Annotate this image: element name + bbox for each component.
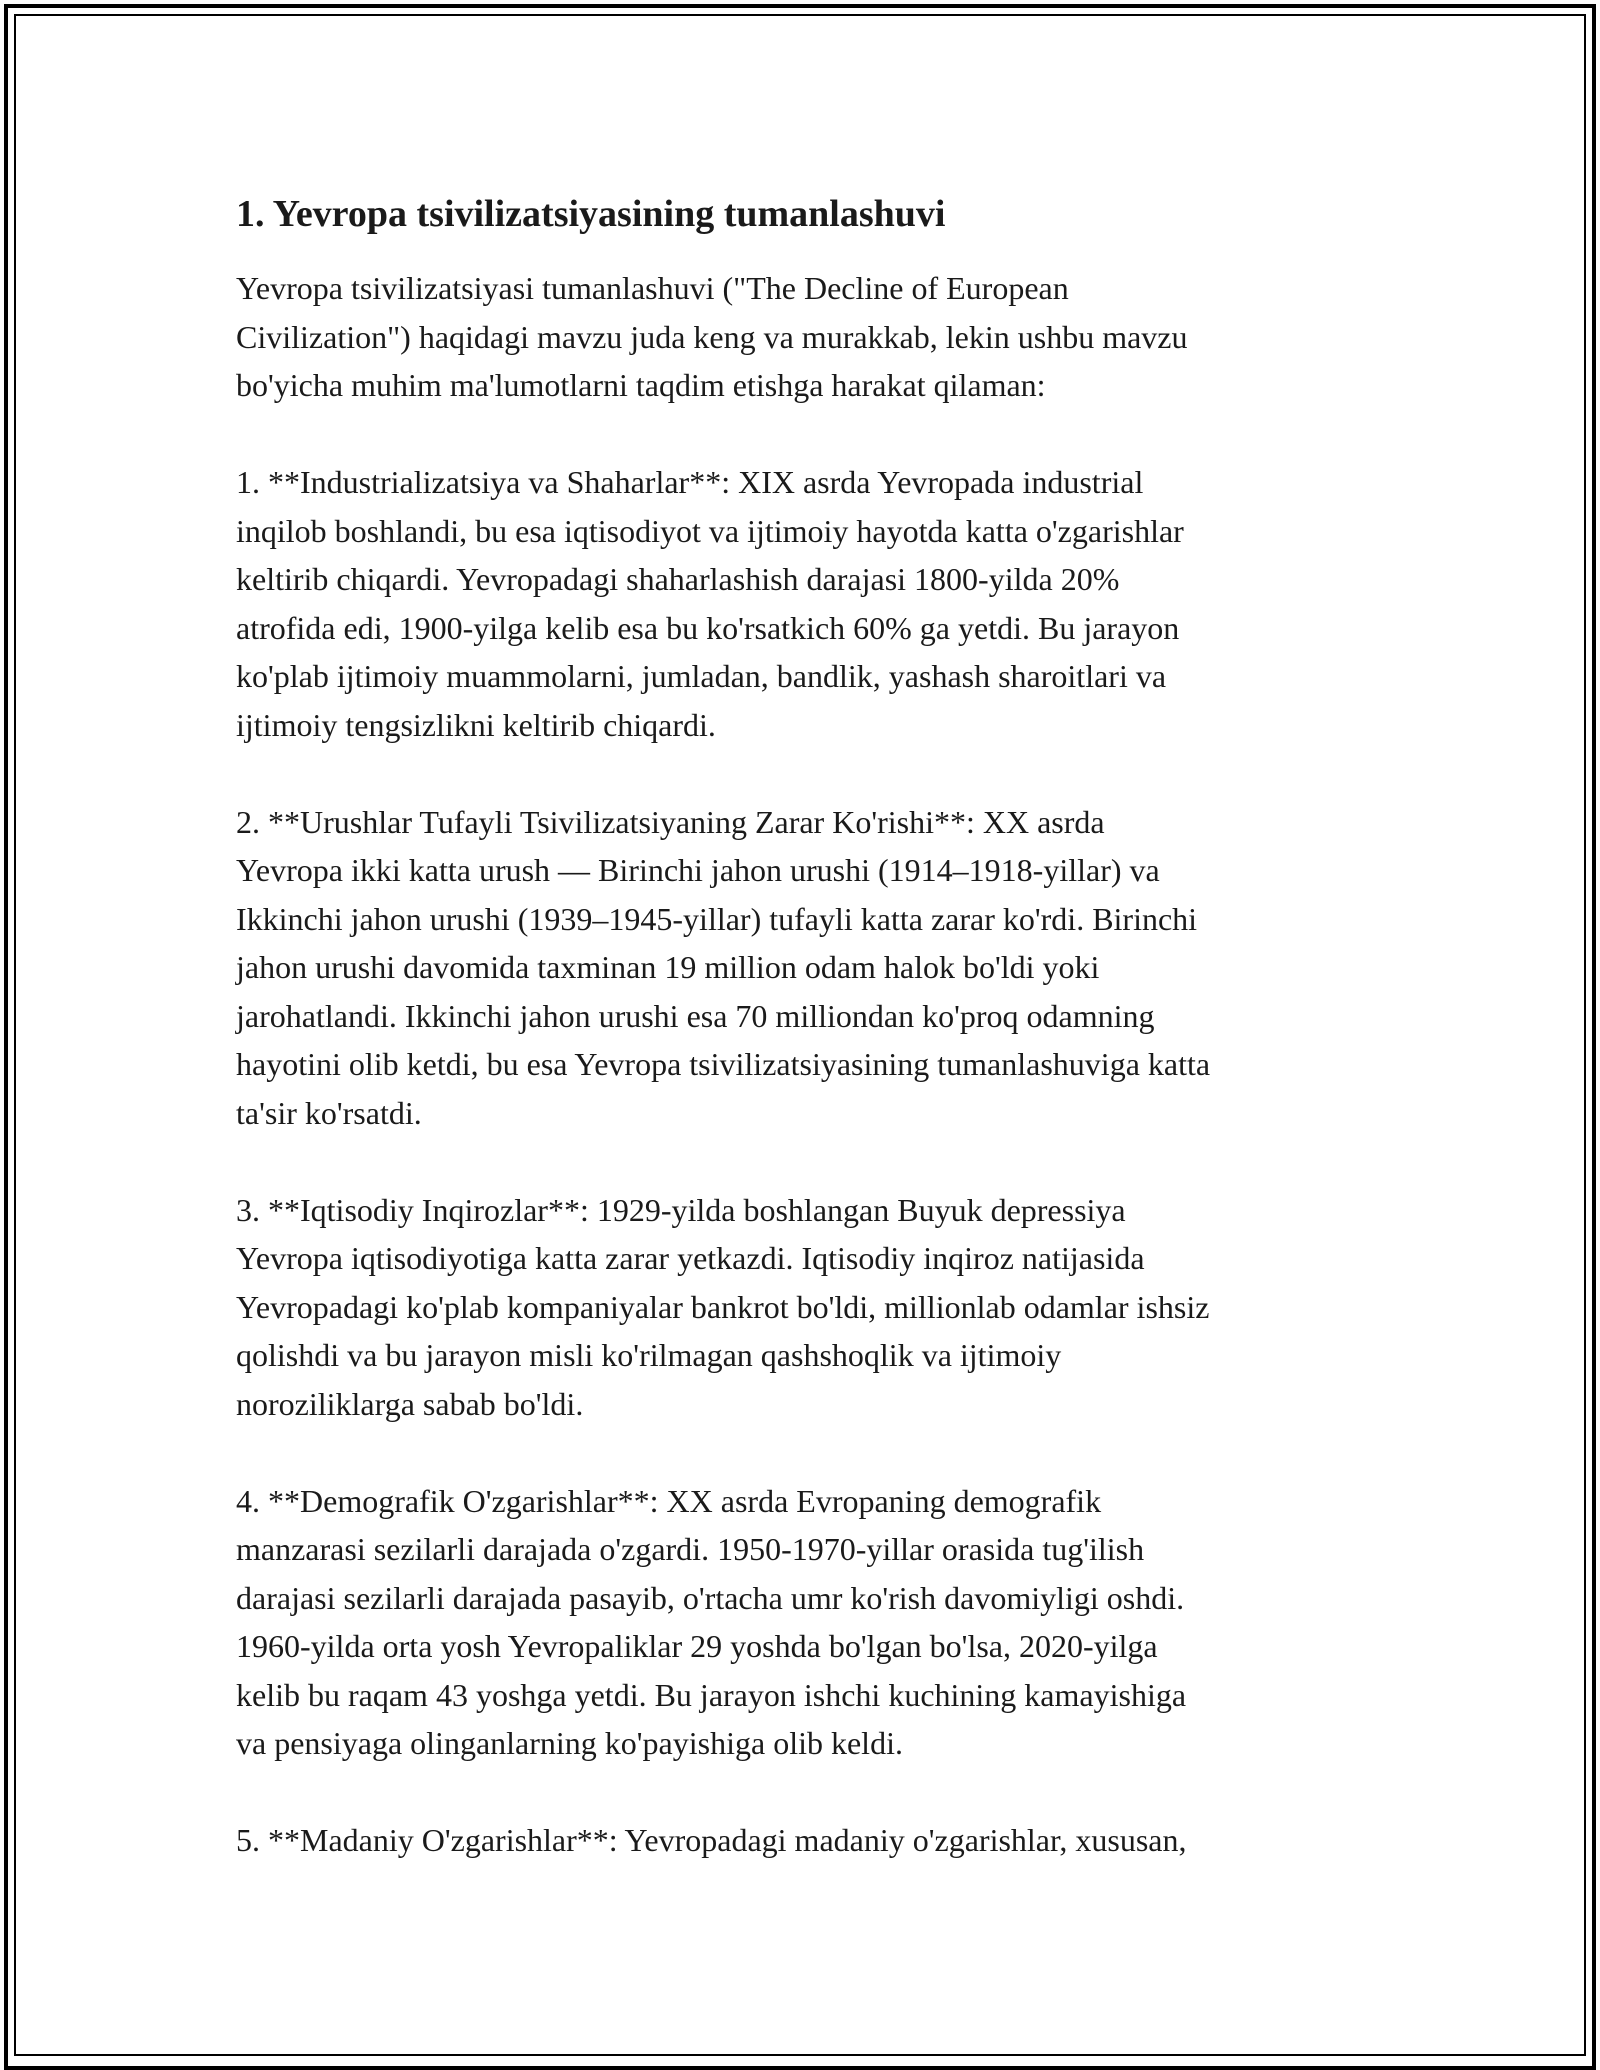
- section-demographic-changes: 4. **Demografik O'zgarishlar**: XX asrda Evropaning demografik manzarasi sezilarli darajada o'zgardi. 1950-1970-yillar orasida tug'ilish darajasi sezilarli darajada pasayib, o'rtacha umr ko'rish davomiyligi oshdi. 1960-yilda orta yosh Yevropaliklar 29 yoshda bo'lgan bo'lsa, 2020-yilga kelib bu raqam 43 yoshga yetdi. Bu jarayon ishchi kuchining kamayishiga va pensiyaga olinganlarning ko'payishiga olib keldi.: [236, 1482, 1187, 1761]
- section-economic-crises: 3. **Iqtisodiy Inqirozlar**: 1929-yilda boshlangan Buyuk depressiya Yevropa iqtisodiyotiga katta zarar yetkazdi. Iqtisodiy inqiroz natijasida Yevropadagi ko'plab kompaniyalar bankrot bo'ldi, millionlab odamlar ishsiz qolishdi va bu jarayon misli ko'rilmagan qashshoqlik va ijtimoiy noroziliklarga sabab bo'ldi.: [236, 1191, 1210, 1422]
- section-wars: 2. **Urushlar Tufayli Tsivilizatsiyaning Zarar Ko'rishi**: XX asrda Yevropa ikki katta urush — Birinchi jahon urushi (1914–1918-yillar) va Ikkinchi jahon urushi (1939–1945-yillar) tufayli katta zarar ko'rdi. Birinchi jahon urushi davomida taxminan 19 million odam halok bo'ldi yoki jarohatlandi. Ikkinchi jahon urushi esa 70 milliondan ko'proq odamning hayotini olib ketdi, bu esa Yevropa tsivilizatsiyasining tumanlashuviga katta ta'sir ko'rsatdi.: [236, 803, 1211, 1131]
- intro-paragraph: Yevropa tsivilizatsiyasi tumanlashuvi ("The Decline of European Civilization") haqidagi mavzu juda keng va murakkab, lekin ushbu mavzu bo'yicha muhim ma'lumotlarni taqdim etishga harakat qilaman:: [236, 270, 1188, 403]
- section-industrialization: 1. **Industrializatsiya va Shaharlar**: XIX asrda Yevropada industrial inqilob boshlandi, bu esa iqtisodiyot va ijtimoiy hayotda katta o'zgarishlar keltirib chiqardi. Yevropadagi shaharlashish darajasi 1800-yilda 20% atrofida edi, 1900-yilga kelib esa bu ko'rsatkich 60% ga yetdi. Bu jarayon ko'plab ijtimoiy muammolarni, jumladan, bandlik, yashash sharoitlari va ijtimoiy tengsizlikni keltirib chiqardi.: [236, 464, 1184, 743]
- document-body: [236, 186, 1376, 1913]
- section-cultural-changes: 5. **Madaniy O'zgarishlar**: Yevropadagi madaniy o'zgarishlar, xususan,: [236, 1822, 1187, 1858]
- document-title: 1. Yevropa tsivilizatsiyasining tumanlashuvi: [236, 193, 946, 235]
